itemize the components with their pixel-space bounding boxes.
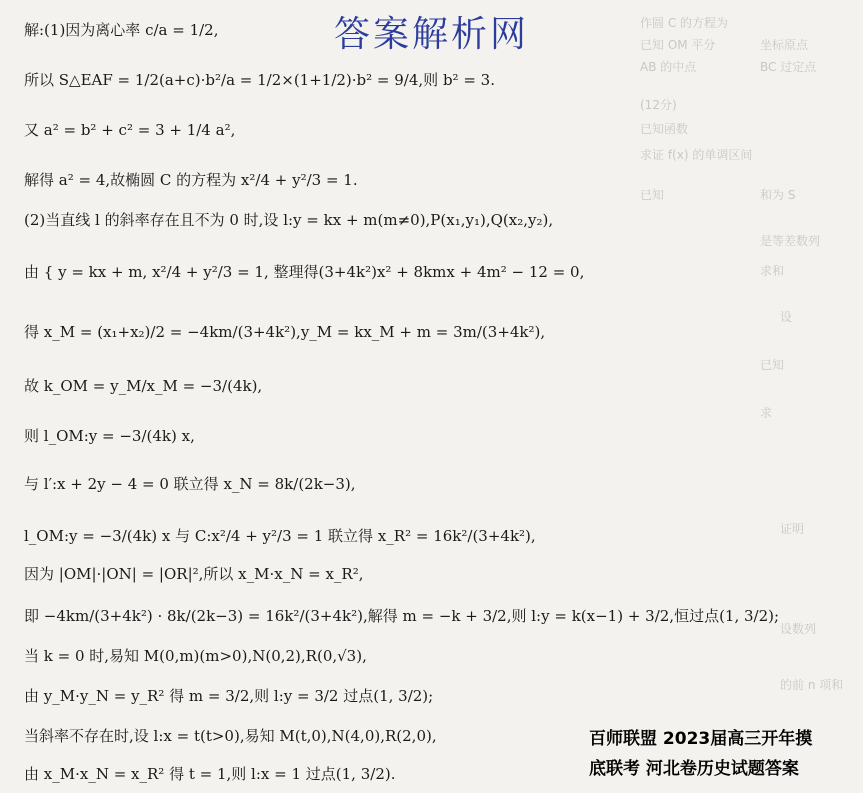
solution-line: 解:(1)因为离心率 c/a = 1/2,: [24, 21, 219, 39]
solution-line: 由 { y = kx + m, x²/4 + y²/3 = 1, 整理得(3+4k²)x² + 8kmx + 4m² − 12 = 0,: [24, 263, 585, 281]
solution-line: 故 k_OM = y_M/x_M = −3/(4k),: [24, 377, 263, 395]
bleed-text: (12分): [640, 98, 677, 112]
solution-line: l_OM:y = −3/(4k) x 与 C:x²/4 + y²/3 = 1 联立得 x_R² = 16k²/(3+4k²),: [24, 527, 536, 545]
bleed-text: 是等差数列: [760, 234, 821, 248]
solution-line: 与 l′:x + 2y − 4 = 0 联立得 x_N = 8k/(2k−3),: [24, 475, 356, 493]
solution-line: 当斜率不存在时,设 l:x = t(t>0),易知 M(t,0),N(4,0),R(2,0),: [24, 727, 437, 745]
bleed-text: 已知: [760, 358, 785, 372]
bleed-text: 已知: [640, 188, 665, 202]
bleed-text: 已知函数: [640, 122, 689, 136]
solution-line: 当 k = 0 时,易知 M(0,m)(m>0),N(0,2),R(0,√3),: [24, 647, 367, 665]
watermark-text: 答案解析网: [334, 14, 530, 55]
bleed-text: 证明: [780, 522, 805, 536]
bleed-text: 设数列: [780, 622, 817, 636]
bleed-text: 已知 OM 平分: [640, 38, 716, 52]
bleed-text: 坐标原点: [760, 38, 809, 52]
bleed-text: 求和: [760, 264, 785, 278]
solution-line: 得 x_M = (x₁+x₂)/2 = −4km/(3+4k²),y_M = kx_M + m = 3m/(3+4k²),: [24, 323, 546, 341]
solution-line: 又 a² = b² + c² = 3 + 1/4 a²,: [24, 121, 236, 139]
solution-line: 解得 a² = 4,故椭圆 C 的方程为 x²/4 + y²/3 = 1.: [24, 171, 358, 189]
bleed-text: AB 的中点: [640, 60, 697, 74]
bleed-text: 求: [760, 406, 773, 420]
solution-line: 由 x_M·x_N = x_R² 得 t = 1,则 l:x = 1 过点(1, 3/2).: [24, 765, 396, 783]
bleed-text: 作圆 C 的方程为: [640, 16, 729, 30]
solution-line: 由 y_M·y_N = y_R² 得 m = 3/2,则 l:y = 3/2 过点(1, 3/2);: [24, 687, 434, 705]
solution-line: 则 l_OM:y = −3/(4k) x,: [24, 427, 195, 445]
solution-line: 因为 |OM|·|ON| = |OR|²,所以 x_M·x_N = x_R²,: [24, 565, 364, 583]
solution-line: 即 −4km/(3+4k²) · 8k/(2k−3) = 16k²/(3+4k²),解得 m = −k + 3/2,则 l:y = k(x−1) + 3/2,恒过点(1, 3/2);: [24, 607, 780, 625]
solution-line: 所以 S△EAF = 1/2(a+c)·b²/a = 1/2×(1+1/2)·b² = 9/4,则 b² = 3.: [24, 71, 495, 89]
bleed-text: 设: [780, 310, 793, 324]
bleed-text: BC 过定点: [760, 60, 817, 74]
bleed-text: 和为 S: [760, 188, 796, 202]
footer-caption-line1: 百师联盟 2023届高三开年摸: [589, 729, 813, 749]
footer-caption-line2: 底联考 河北卷历史试题答案: [589, 759, 799, 779]
bleed-text: 的前 n 项和: [780, 678, 844, 692]
solution-line: (2)当直线 l 的斜率存在且不为 0 时,设 l:y = kx + m(m≠0),P(x₁,y₁),Q(x₂,y₂),: [24, 211, 554, 229]
bleed-text: 求证 f(x) 的单调区间: [640, 148, 753, 162]
